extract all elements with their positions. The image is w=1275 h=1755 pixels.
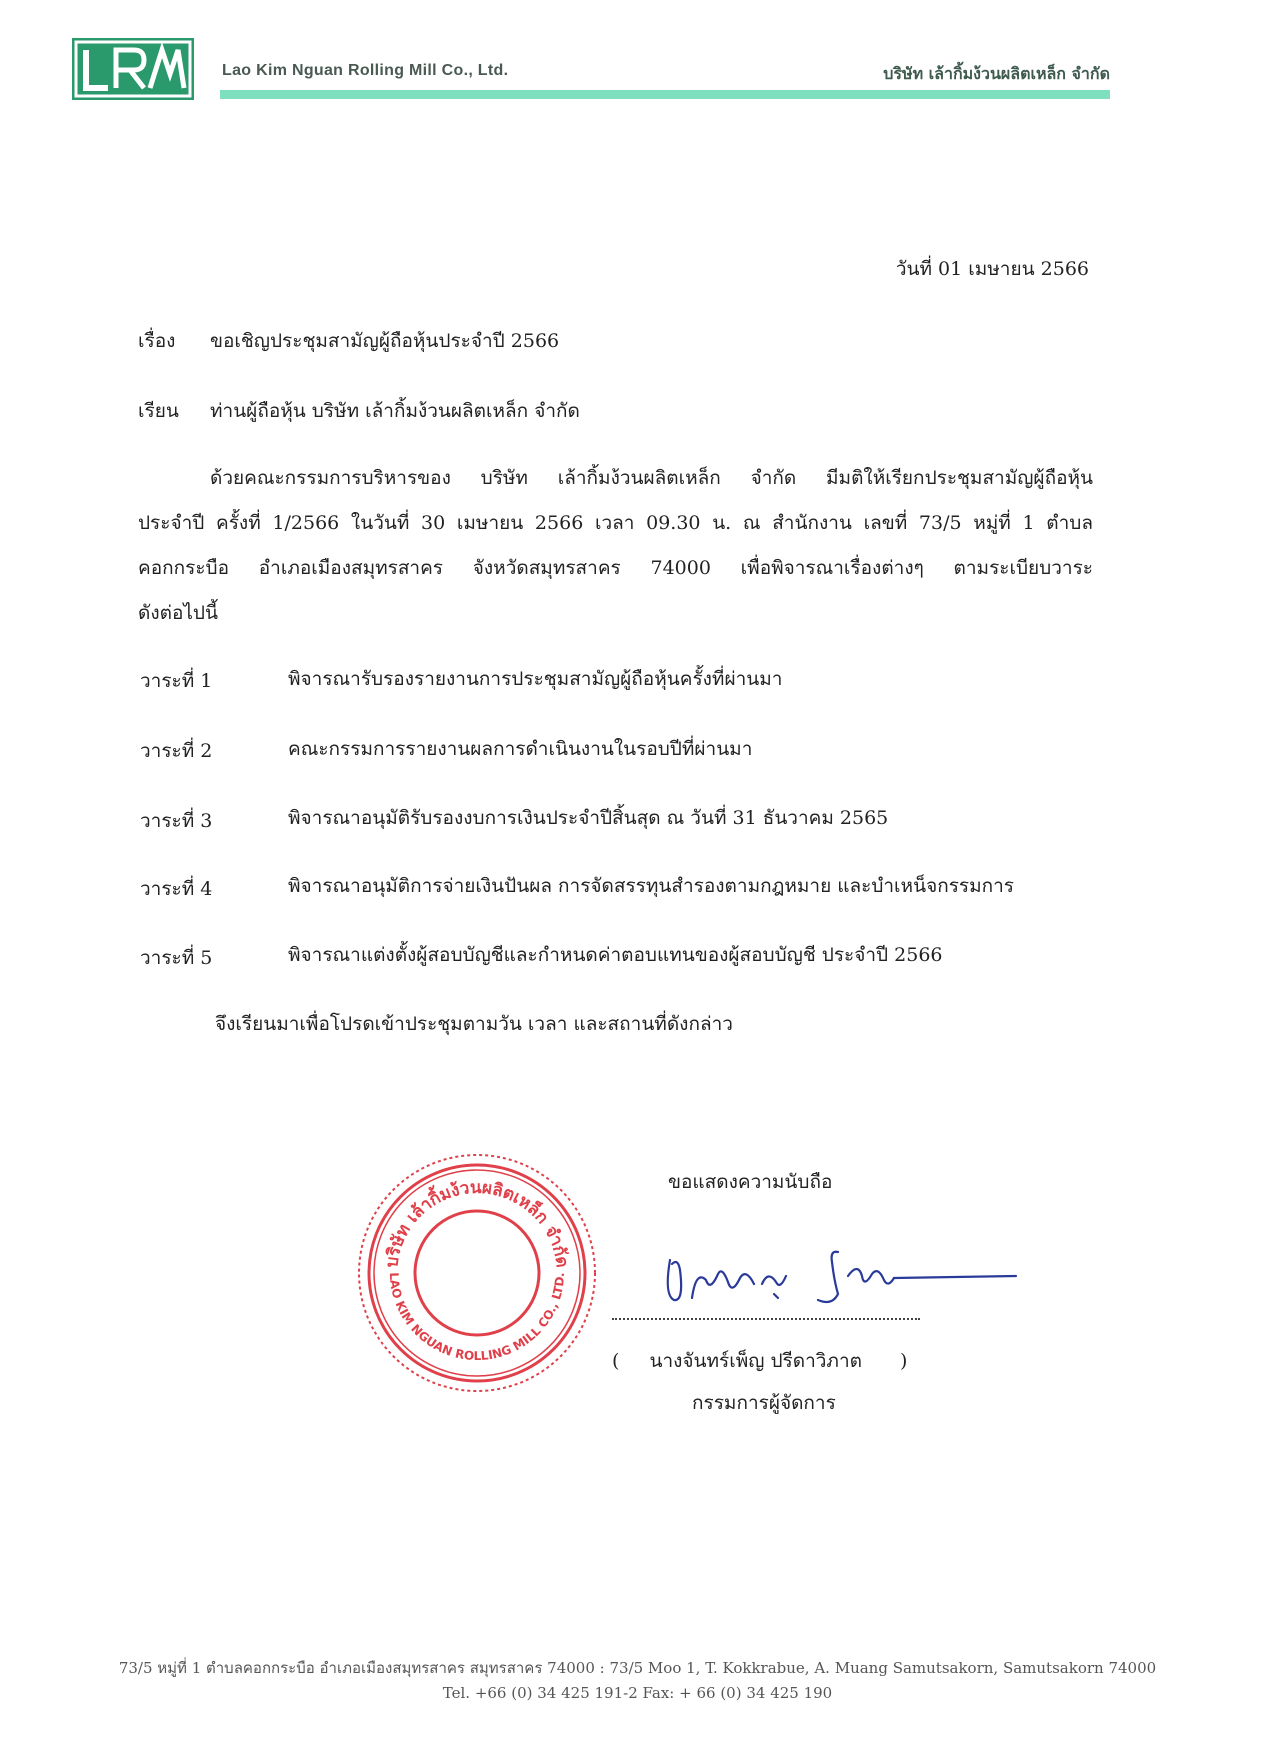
body-line: ดังต่อไปนี้: [138, 602, 218, 624]
agenda-item: พิจารณาแต่งตั้งผู้สอบบัญชีและกำหนดค่าตอบแทนของผู้สอบบัญชี ประจำปี 2566: [288, 944, 943, 966]
handwritten-signature-icon: [662, 1240, 1022, 1320]
agenda-item: พิจารณารับรองรายงานการประชุมสามัญผู้ถือหุ้นครั้งที่ผ่านมา: [288, 668, 783, 690]
seal-text-en: LAO KIM NGUAN ROLLING MILL CO., LTD.: [386, 1272, 568, 1364]
svg-text:บริษัท เล้ากิ้มง้วนผลิตเหล็ก จ: [382, 1178, 572, 1269]
signature-line: [612, 1318, 920, 1320]
agenda-label: วาระที่ 3: [140, 810, 213, 832]
company-name-th: บริษัท เล้ากิ้มง้วนผลิตเหล็ก จำกัด: [883, 64, 1110, 83]
svg-text:LAO KIM NGUAN ROLLING MILL CO.: [387, 1272, 567, 1363]
closing-sentence: จึงเรียนมาเพื่อโปรดเข้าประชุมตามวัน เวลา และสถานที่ดังกล่าว: [215, 1013, 733, 1035]
signer-name-line: ( นางจันทร์เพ็ญ ปรีดาวิภาต ): [612, 1350, 908, 1372]
body-line: ด้วยคณะกรรมการบริหารของ บริษัท เล้ากิ้มง้วนผลิตเหล็ก จำกัด มีมติให้เรียกประชุมสามัญผู้ถือหุ้น: [210, 467, 1093, 489]
recipient-text: ท่านผู้ถือหุ้น บริษัท เล้ากิ้มง้วนผลิตเหล็ก จำกัด: [210, 400, 580, 422]
agenda-label: วาระที่ 1: [140, 670, 213, 692]
seal-text-th: บริษัท เล้ากิ้มง้วนผลิตเหล็ก จำกัด: [382, 1177, 572, 1269]
body-line: ประจำปี ครั้งที่ 1/2566 ในวันที่ 30 เมษายน 2566 เวลา 09.30 น. ณ สำนักงาน เลขที่ 73/5 หมู่ที่ 1 ตำบล: [138, 512, 1093, 534]
agenda-label: วาระที่ 4: [140, 878, 213, 900]
body-paragraph: [138, 456, 1093, 636]
logo-mark-icon: [72, 38, 194, 100]
footer-contact: Tel. +66 (0) 34 425 191-2 Fax: + 66 (0) 34 425 190: [442, 1684, 833, 1702]
subject-text: ขอเชิญประชุมสามัญผู้ถือหุ้นประจำปี 2566: [210, 330, 560, 352]
subject-label: เรื่อง: [138, 330, 176, 352]
agenda-item: คณะกรรมการรายงานผลการดำเนินงานในรอบปีที่ผ่านมา: [288, 738, 753, 760]
regards-text: ขอแสดงความนับถือ: [668, 1171, 833, 1193]
signer-position: กรรมการผู้จัดการ: [692, 1392, 836, 1414]
agenda-item: พิจารณาอนุมัติรับรองงบการเงินประจำปีสิ้นสุด ณ วันที่ 31 ธันวาคม 2565: [288, 807, 889, 829]
company-seal-icon: [352, 1148, 602, 1398]
header-accent-bar: [220, 90, 1110, 99]
body-line: คอกกระบือ อำเภอเมืองสมุทรสาคร จังหวัดสมุทรสาคร 74000 เพื่อพิจารณาเรื่องต่างๆ ตามระเบียบวาระ: [138, 557, 1093, 579]
footer-address: 73/5 หมู่ที่ 1 ตำบลคอกกระบือ อำเภอเมืองสมุทรสาคร สมุทรสาคร 74000 : 73/5 Moo 1, T. Kokkrabue, A. Muang Samutsakorn, Samutsakorn 74000: [118, 1659, 1157, 1677]
signer-name: นางจันทร์เพ็ญ ปรีดาวิภาต: [649, 1350, 862, 1372]
company-name-en: Lao Kim Nguan Rolling Mill Co., Ltd.: [222, 62, 509, 79]
letter-date: วันที่ 01 เมษายน 2566: [895, 258, 1089, 280]
agenda-item: พิจารณาอนุมัติการจ่ายเงินปันผล การจัดสรรทุนสำรองตามกฎหมาย และบำเหน็จกรรมการ: [288, 875, 1015, 897]
recipient-label: เรียน: [138, 400, 179, 422]
company-logo: [72, 38, 194, 100]
agenda-label: วาระที่ 5: [140, 947, 213, 969]
agenda-label: วาระที่ 2: [140, 740, 213, 762]
